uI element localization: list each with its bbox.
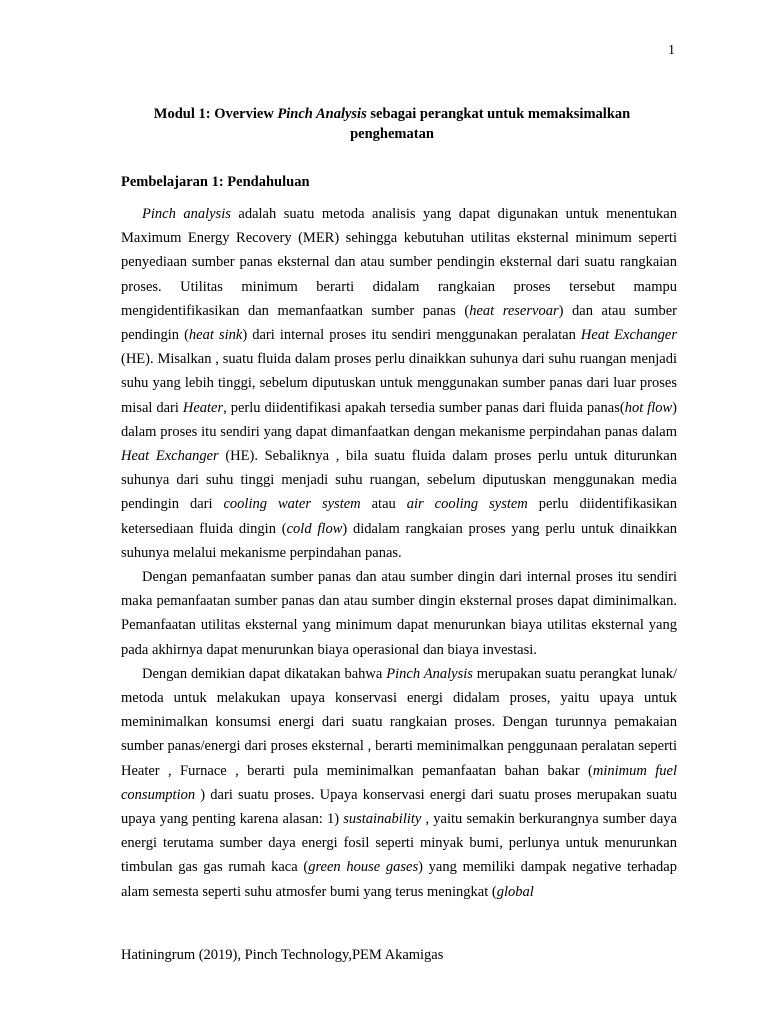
text-run: ) dari internal proses itu sendiri menggunakan peralatan bbox=[242, 327, 581, 344]
text-run: Dengan demikian dapat dikatakan bahwa bbox=[142, 665, 387, 682]
italic-text: global bbox=[496, 883, 534, 900]
text-run: ) didalam rangkaian proses yang perlu untuk dinaikkan suhunya melalui mekanisme perpindahan panas. bbox=[121, 520, 677, 561]
text-run: perlu diidentifikasikan ketersediaan fluida dingin ( bbox=[121, 496, 677, 537]
page-number: 1 bbox=[668, 43, 675, 58]
paragraph bbox=[121, 202, 677, 565]
italic-text: minimum fuel consumption bbox=[121, 762, 677, 803]
italic-text: Pinch analysis bbox=[142, 206, 231, 222]
italic-text: Heater bbox=[182, 399, 224, 416]
text-run: merupakan suatu perangkat lunak/ metoda untuk melakukan upaya konservasi energi didalam proses, yaitu upaya untuk meminimalkan konsumsi energi dari suatu rangkaian proses. Dengan turunnya pemakaian sumber panas/energi dari proses eksternal , berarti meminimalkan penggunaan peralatan seperti Heater , Furnace , berarti pula meminimalkan pemanfaatan bahan bakar ( bbox=[121, 665, 677, 779]
italic-text: heat sink bbox=[188, 327, 243, 344]
text-run: , yaitu semakin berkurangnya sumber daya energi terutama sumber daya energi fosil seperti minyak bumi, perlunya untuk menurunkan timbulan gas gas rumah kaca ( bbox=[121, 811, 677, 876]
italic-text: Heat Exchanger bbox=[580, 327, 677, 344]
italic-text: sustainability bbox=[343, 811, 422, 828]
section-heading: Pembelajaran 1: Pendahuluan bbox=[121, 174, 310, 190]
text-run: ) dari suatu proses. Upaya konservasi energi dari suatu proses merupakan suatu upaya yang penting karena alasan: 1) bbox=[121, 786, 677, 828]
text-run: ) dalam proses itu sendiri yang dapat dimanfaatkan dengan mekanisme perpindahan panas dalam bbox=[121, 399, 678, 440]
text-run: (HE). Misalkan , suatu fluida dalam proses perlu dinaikkan suhunya dari suhu ruangan menjadi suhu yang lebih tinggi, sebelum diputuskan untuk menggunakan sumber panas dari luar proses misal dari bbox=[121, 351, 677, 416]
italic-text: Heat Exchanger bbox=[121, 448, 219, 465]
paragraph bbox=[121, 565, 677, 662]
italic-text: heat reservoar bbox=[469, 302, 559, 319]
text-run: (HE). Sebaliknya , bila suatu fluida dalam proses perlu untuk diturunkan suhunya dari suhu tinggi menjadi suhu ruangan, sebelum diputuskan menggunakan media pendingin dari bbox=[121, 448, 677, 513]
italic-text: hot flow bbox=[624, 399, 673, 416]
text-run: adalah suatu metoda analisis yang dapat digunakan untuk menentukan Maximum Energy Recovery (MER) sehingga kebutuhan utilitas eksternal minimum seperti penyediaan sumber panas eksternal dan atau sumber pendingin eksternal dari suatu rangkaian proses. Utilitas minimum berarti didalam rangkaian proses tersebut mampu mengidentifikasikan dan memanfaatkan sumber panas ( bbox=[121, 206, 677, 319]
document-title: Modul 1: Overview Pinch Analysis sebagai perangkat untuk memaksimalkan penghematan bbox=[153, 106, 631, 142]
text-run: atau bbox=[360, 496, 407, 513]
text-run: ) yang memiliki dampak negative terhadap alam semesta seperti suhu atmosfer bumi yang terus meningkat ( bbox=[121, 859, 677, 900]
italic-text: air cooling system bbox=[406, 496, 528, 513]
italic-text: cold flow bbox=[286, 520, 343, 537]
text-run: ) dan atau sumber pendingin ( bbox=[121, 302, 677, 344]
italic-text: cooling water system bbox=[223, 496, 361, 513]
italic-text: Pinch Analysis bbox=[386, 665, 473, 682]
page-footer: Hatiningrum (2019), Pinch Technology,PEM Akamigas bbox=[121, 947, 444, 963]
paragraph bbox=[121, 662, 677, 904]
body-text bbox=[121, 202, 677, 904]
text-run: , perlu diidentifikasi apakah tersedia sumber panas dari fluida panas( bbox=[223, 399, 625, 416]
italic-text: green house gases bbox=[308, 859, 419, 876]
text-run: Dengan pemanfaatan sumber panas dan atau sumber dingin dari internal proses itu sendiri maka pemanfaatan sumber panas dan atau sumber dingin eksternal proses dapat diminimalkan. Pemanfaatan utilitas eksternal yang minimum dapat menurunkan biaya utilitas eksternal yang pada akhirnya dapat menurunkan biaya operasional dan biaya investasi. bbox=[121, 569, 677, 658]
